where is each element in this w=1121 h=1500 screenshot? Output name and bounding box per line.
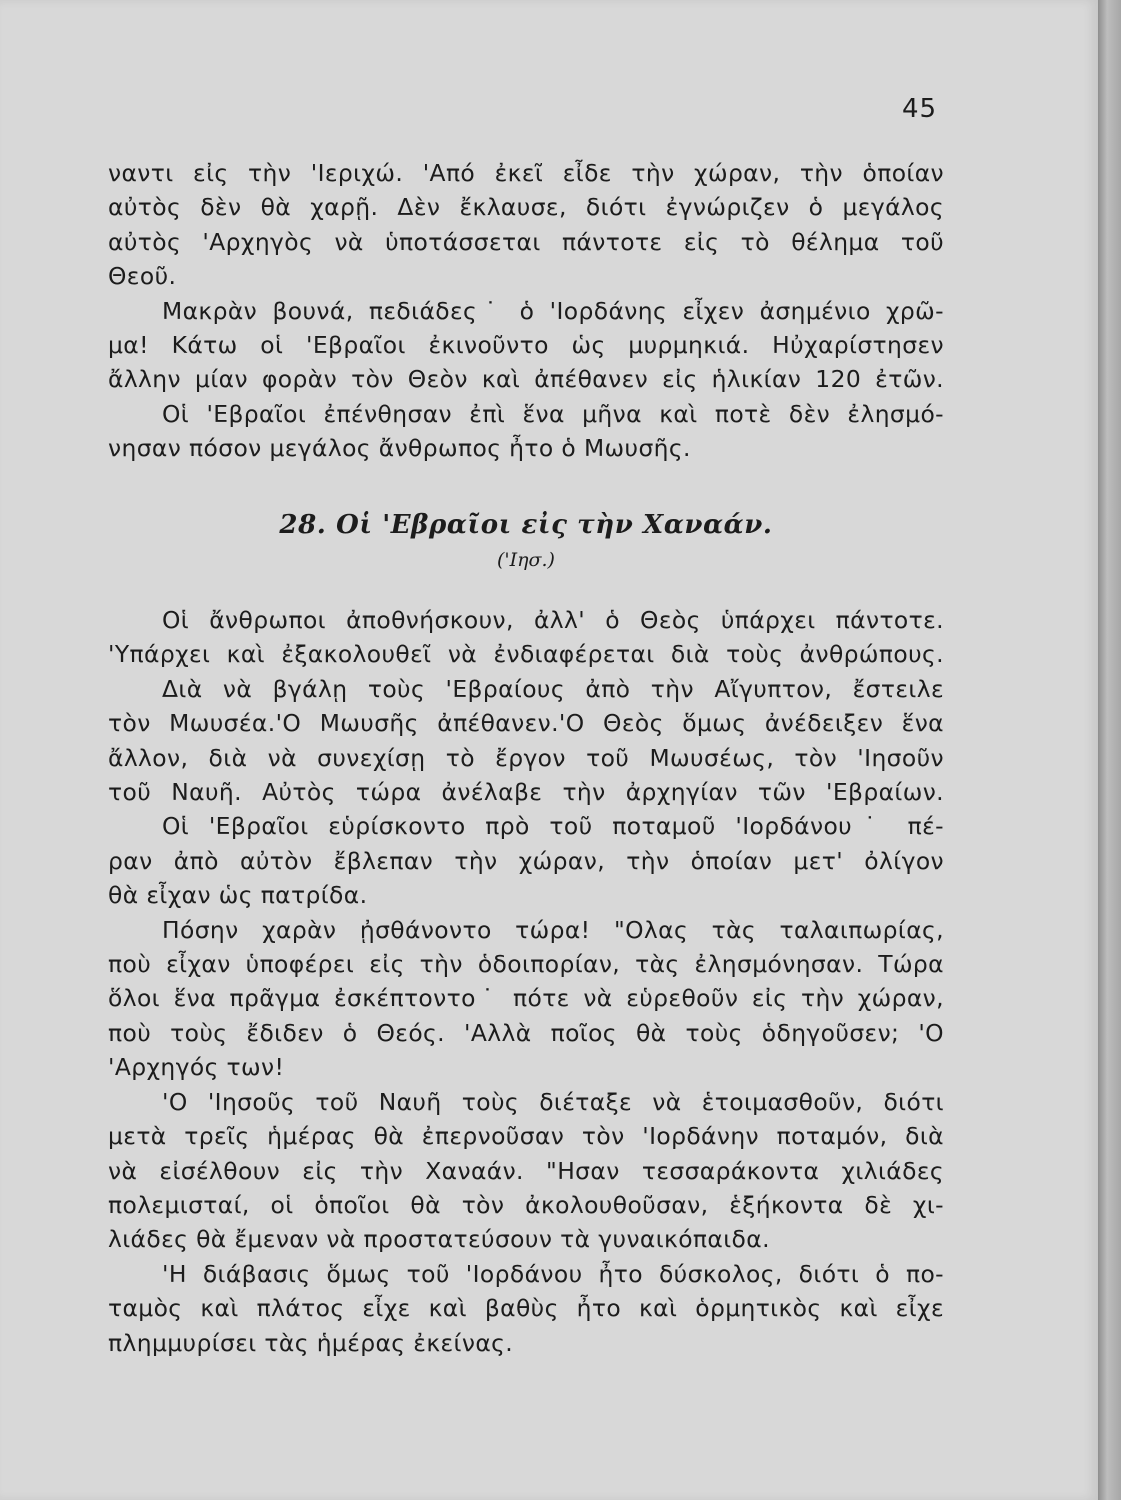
chapter-title: 28. Οἱ 'Εβραῖοι εἰς τὴν Χαναάν. — [279, 510, 773, 540]
paragraph — [108, 156, 944, 294]
text-line: 'Ο 'Ιησοῦς τοῦ Ναυῆ τοὺς διέταξε νὰ ἑτοιμασθοῦν, διότι — [162, 1087, 944, 1116]
text-line: ὅλοι ἕνα πρᾶγμα ἐσκέπτοντο˙ πότε νὰ εὑρεθοῦν εἰς τὴν χώραν, — [108, 984, 944, 1013]
text-line: νὰ εἰσέλθουν εἰς τὴν Χαναάν. "Ησαν τεσσαράκοντα χιλιάδες — [108, 1156, 944, 1185]
text-line: ποὺ εἶχαν ὑποφέρει εἰς τὴν ὁδοιπορίαν, τὰς ἐλησμόνησαν. Τώρα — [108, 950, 944, 979]
text-block-top — [108, 156, 944, 466]
paragraph — [108, 603, 944, 672]
text-line: 'Υπάρχει καὶ ἐξακολουθεῖ νὰ ἐνδιαφέρεται διὰ τοὺς ἀνθρώπους. — [108, 640, 944, 669]
text-line: 'Η διάβασις ὅμως τοῦ 'Ιορδάνου ἦτο δύσκολος, διότι ὁ πο- — [162, 1259, 944, 1288]
text-line: Πόσην χαρὰν ᾐσθάνοντο τώρα! "Ολας τὰς ταλαιπωρίας, — [162, 915, 944, 944]
paragraph — [108, 294, 944, 397]
paragraph — [108, 913, 944, 1085]
text-line: μετὰ τρεῖς ἡμέρας θὰ ἐπερνοῦσαν τὸν 'Ιορδάνην ποταμόν, διὰ — [108, 1122, 944, 1151]
paragraph — [108, 1085, 944, 1257]
text-line: αὐτὸς δὲν θὰ χαρῇ. Δὲν ἔκλαυσε, διότι ἐγνώριζεν ὁ μεγάλος — [108, 193, 944, 222]
text-line: αὐτὸς 'Αρχηγὸς νὰ ὑποτάσσεται πάντοτε εἰς τὸ θέλημα τοῦ — [108, 227, 944, 256]
text-line: νησαν πόσον μεγάλος ἄνθρωπος ἦτο ὁ Μωυσῆς. — [108, 434, 691, 463]
text-line: ἄλλον, διὰ νὰ συνεχίσῃ τὸ ἔργον τοῦ Μωυσέως, τὸν 'Ιησοῦν — [108, 743, 944, 772]
text-line: Θεοῦ. — [108, 262, 177, 291]
text-line: 'Αρχηγός των! — [108, 1053, 285, 1082]
text-line: τὸν Μωυσέα.'Ο Μωυσῆς ἀπέθανεν.'Ο Θεὸς ὅμως ἀνέδειξεν ἕνα — [108, 709, 944, 738]
text-block-bottom — [108, 603, 944, 1360]
text-line: μα! Κάτω οἱ 'Εβραῖοι ἐκινοῦντο ὡς μυρμηκιά. Ηὐχαρίστησεν — [108, 331, 944, 360]
text-line: ποὺ τοὺς ἔδιδεν ὁ Θεός. 'Αλλὰ ποῖος θὰ τοὺς ὁδηγοῦσεν; 'Ο — [108, 1018, 944, 1047]
paragraph — [108, 397, 944, 466]
paragraph — [108, 1257, 944, 1360]
text-line: Οἱ 'Εβραῖοι εὑρίσκοντο πρὸ τοῦ ποταμοῦ 'Ιορδάνου˙ πέ- — [162, 812, 944, 841]
chapter-source: ('Ιησ.) — [497, 549, 555, 571]
paragraph — [108, 672, 944, 810]
paragraph — [108, 809, 944, 912]
text-line: πολεμισταί, οἱ ὁποῖοι θὰ τὸν ἀκολουθοῦσαν, ἑξήκοντα δὲ χι- — [108, 1190, 944, 1219]
text-line: πλημμυρίσει τὰς ἡμέρας ἐκείνας. — [108, 1328, 514, 1357]
page-number: 45 — [902, 94, 938, 124]
text-line: λιάδες θὰ ἔμεναν νὰ προστατεύσουν τὰ γυναικόπαιδα. — [108, 1225, 770, 1254]
page-edge — [1098, 0, 1121, 1500]
text-line: ἄλλην μίαν φορὰν τὸν Θεὸν καὶ ἀπέθανεν εἰς ἡλικίαν 120 ἐτῶν. — [108, 365, 944, 394]
text-line: ναντι εἰς τὴν 'Ιεριχώ. 'Από ἐκεῖ εἶδε τὴν χώραν, τὴν ὁποίαν — [108, 159, 944, 187]
text-line: Μακρὰν βουνά, πεδιάδες˙ ὁ 'Ιορδάνης εἶχεν ἀσημένιο χρῶ- — [162, 296, 944, 325]
text-line: Οἱ ἄνθρωποι ἀποθνήσκουν, ἀλλ' ὁ Θεὸς ὑπάρχει πάντοτε. — [162, 606, 944, 634]
text-line: ραν ἀπὸ αὐτὸν ἔβλεπαν τὴν χώραν, τὴν ὁποίαν μετ' ὀλίγον — [108, 846, 944, 875]
text-line: θὰ εἶχαν ὡς πατρίδα. — [108, 881, 368, 910]
text-line: ταμὸς καὶ πλάτος εἶχε καὶ βαθὺς ἦτο καὶ ὁρμητικὸς καὶ εἶχε — [108, 1294, 944, 1323]
text-line: Οἱ 'Εβραῖοι ἐπένθησαν ἐπὶ ἕνα μῆνα καὶ ποτὲ δὲν ἐλησμό- — [162, 399, 944, 428]
text-line: τοῦ Ναυῆ. Αὐτὸς τώρα ἀνέλαβε τὴν ἀρχηγίαν τῶν 'Εβραίων. — [108, 778, 944, 807]
text-line: Διὰ νὰ βγάλῃ τοὺς 'Εβραίους ἀπὸ τὴν Αἴγυπτον, ἔστειλε — [162, 674, 944, 703]
